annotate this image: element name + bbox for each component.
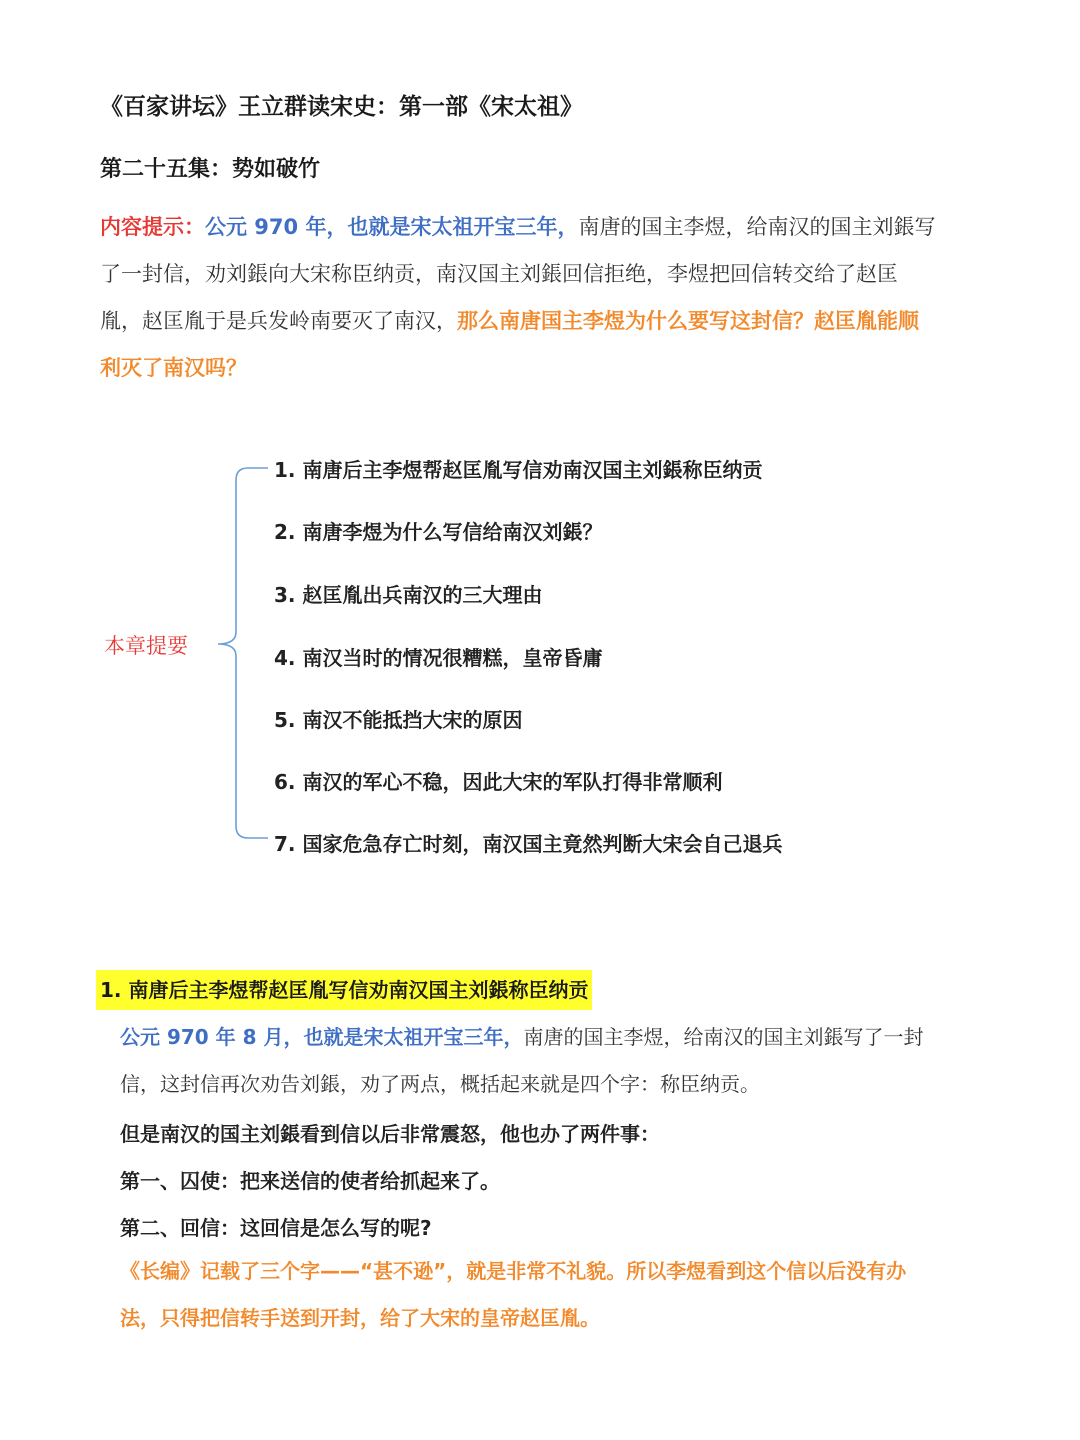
intro-paragraph [100,204,936,392]
section-1-but-line: 但是南汉的国主刘鋹看到信以后非常震怒，他也办了两件事： [120,1122,660,1146]
outline-item-4: 4. 南汉当时的情况很糟糕，皇帝昏庸 [274,646,603,670]
section-1-date-highlight: 公元 970 年 8 月，也就是宋太祖开宝三年， [120,1025,524,1049]
section-1-paragraph [120,1014,936,1108]
section-1-quote: 《长编》记载了三个字——“甚不逊”，就是非常不礼貌。所以李煜看到这个信以后没有办法，只得把信转手送到开封，给了大宋的皇帝赵匡胤。 [120,1259,907,1330]
section-1-heading: 1. 南唐后主李煜帮赵匡胤写信劝南汉国主刘鋹称臣纳贡 [96,970,592,1010]
outline-item-6: 6. 南汉的军心不稳，因此大宋的军队打得非常顺利 [274,770,723,794]
outline-label: 本章提要 [104,634,188,658]
outline-item-7: 7. 国家危急存亡时刻，南汉国主竟然判断大宋会自己退兵 [274,832,783,856]
section-1-first-point: 第一、囚使：把来送信的使者给抓起来了。 [120,1169,500,1193]
intro-date-highlight: 公元 970 年，也就是宋太祖开宝三年， [205,215,579,239]
section-1-body: 南唐的国主李煜，给南汉的国主刘鋹写了一封信，这封信再次劝告刘鋹，劝了两点，概括起来就是四个字：称臣纳贡。 [120,1025,924,1096]
intro-body: 南唐的国主李煜，给南汉的国主刘鋹写了一封信，劝刘鋹向大宋称臣纳贡，南汉国主刘鋹回信拒绝，李煜把回信转交给了赵匡胤，赵匡胤于是兵发岭南要灭了南汉， [100,215,936,333]
outline-item-3: 3. 赵匡胤出兵南汉的三大理由 [274,583,543,607]
episode-title: 第二十五集：势如破竹 [100,157,321,182]
document-title: 《百家讲坛》王立群读宋史：第一部《宋太祖》 [100,94,583,120]
outline-item-1: 1. 南唐后主李煜帮赵匡胤写信劝南汉国主刘鋹称臣纳贡 [274,458,763,482]
intro-question: 那么南唐国主李煜为什么要写这封信？赵匡胤能顺利灭了南汉吗？ [100,309,919,380]
intro-label: 内容提示： [100,215,205,239]
outline-item-5: 5. 南汉不能抵挡大宋的原因 [274,708,523,732]
outline-item-2: 2. 南唐李煜为什么写信给南汉刘鋹？ [274,520,603,544]
section-1-second-point: 第二、回信：这回信是怎么写的呢? [120,1216,432,1240]
